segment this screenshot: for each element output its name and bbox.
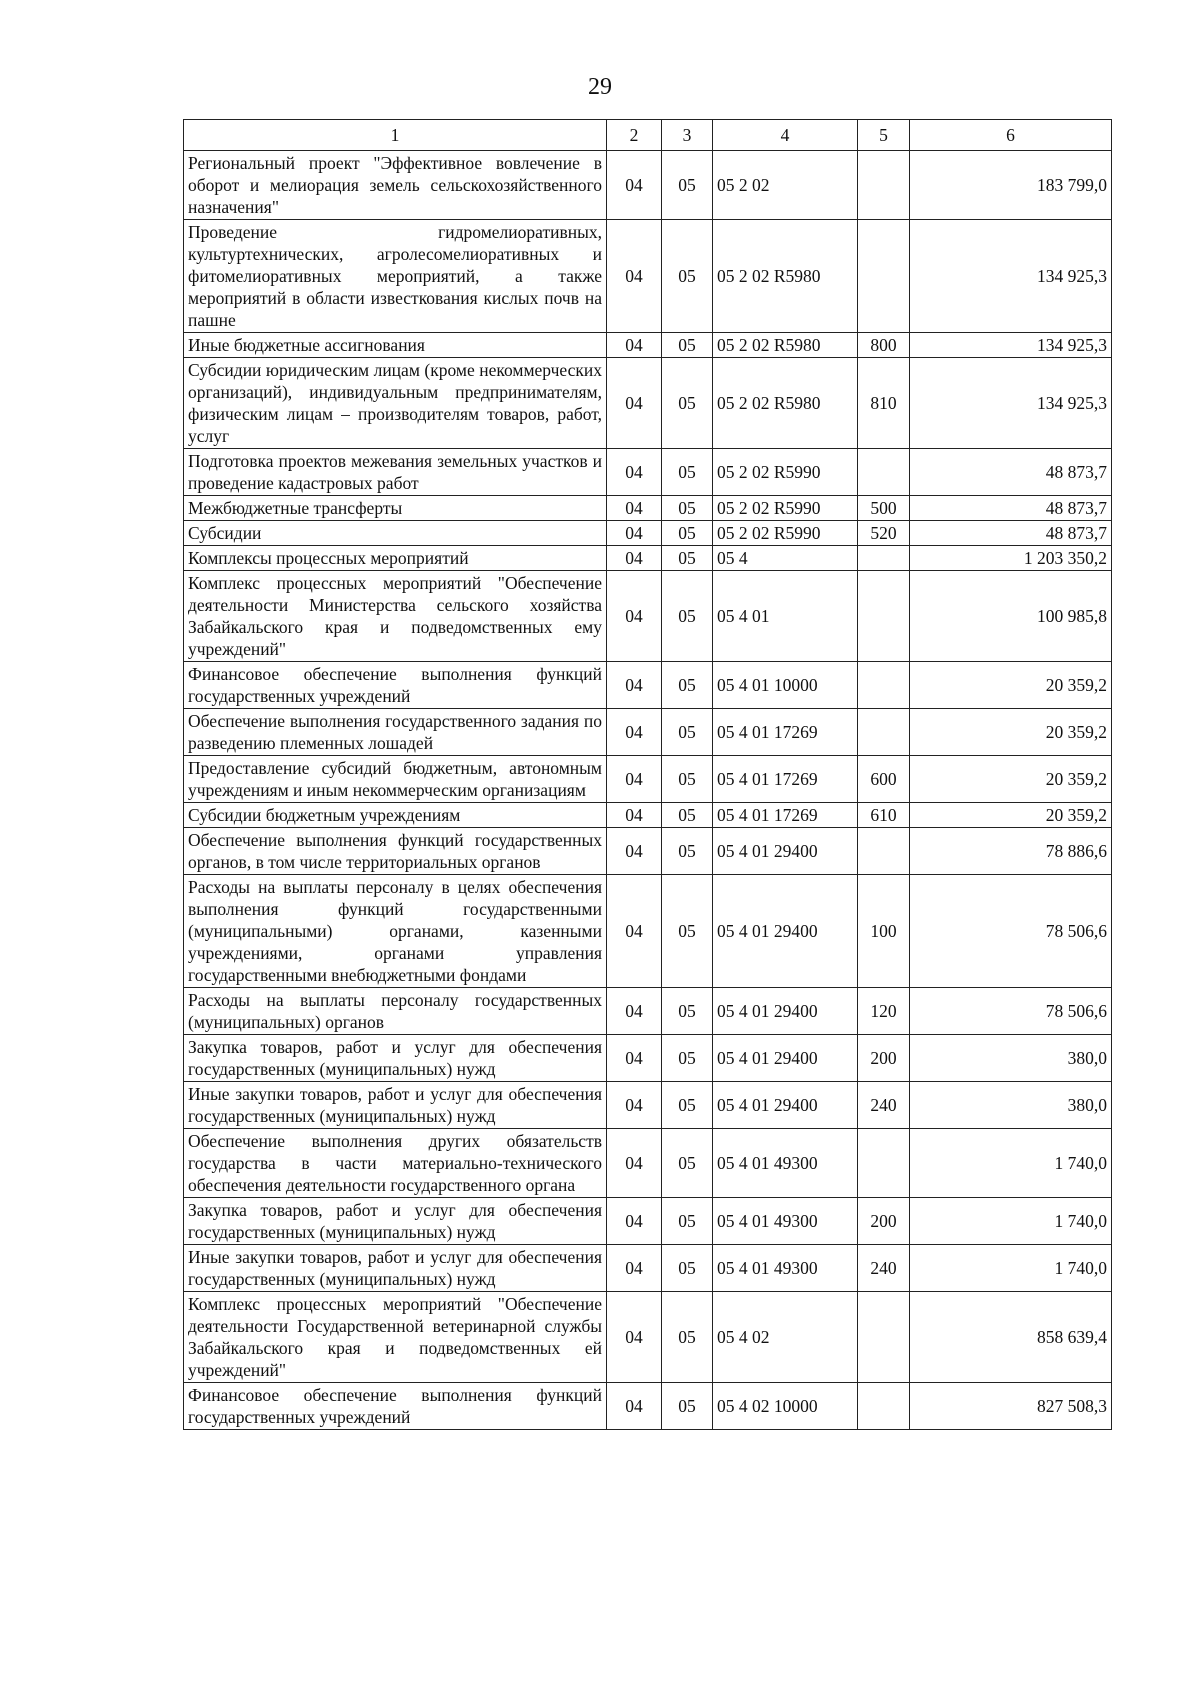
expense-type-cell (858, 662, 910, 709)
expense-type-cell (858, 1292, 910, 1383)
section-code-cell: 04 (607, 988, 662, 1035)
subsection-code-cell: 05 (662, 828, 713, 875)
expense-name-cell: Обеспечение выполнения функций государственных органов, в том числе территориальных органов (184, 828, 607, 875)
target-article-cell: 05 4 01 17269 (713, 803, 858, 828)
subsection-code-cell: 05 (662, 1198, 713, 1245)
target-article-cell: 05 2 02 (713, 151, 858, 220)
table-row (184, 662, 1112, 709)
target-article-cell: 05 4 01 29400 (713, 988, 858, 1035)
target-article-cell: 05 4 01 (713, 571, 858, 662)
table-row (184, 1383, 1112, 1430)
subsection-code-cell: 05 (662, 803, 713, 828)
section-code-cell: 04 (607, 1035, 662, 1082)
expense-type-cell: 120 (858, 988, 910, 1035)
table-row (184, 571, 1112, 662)
expense-name-cell: Подготовка проектов межевания земельных участков и проведение кадастровых работ (184, 449, 607, 496)
budget-table (183, 119, 1112, 1430)
expense-type-cell (858, 151, 910, 220)
expense-type-cell: 600 (858, 756, 910, 803)
amount-cell: 183 799,0 (910, 151, 1112, 220)
subsection-code-cell: 05 (662, 1035, 713, 1082)
target-article-cell: 05 4 01 29400 (713, 875, 858, 988)
table-row (184, 333, 1112, 358)
section-code-cell: 04 (607, 521, 662, 546)
section-code-cell: 04 (607, 662, 662, 709)
amount-cell: 20 359,2 (910, 756, 1112, 803)
target-article-cell: 05 4 01 49300 (713, 1129, 858, 1198)
section-code-cell: 04 (607, 1383, 662, 1430)
header-row (184, 120, 1112, 151)
section-code-cell: 04 (607, 803, 662, 828)
expense-name-cell: Региональный проект "Эффективное вовлечение в оборот и мелиорация земель сельскохозяйственного назначения" (184, 151, 607, 220)
expense-type-cell: 100 (858, 875, 910, 988)
expense-name-cell: Обеспечение выполнения других обязательств государства в части материально-технического обеспечения деятельности государственного органа (184, 1129, 607, 1198)
expense-name-cell: Проведение гидромелиоративных, культуртехнических, агролесомелиоративных и фитомелиоративных мероприятий, а также мероприятий в области известкования кислых почв на пашне (184, 220, 607, 333)
target-article-cell: 05 4 (713, 546, 858, 571)
subsection-code-cell: 05 (662, 1129, 713, 1198)
subsection-code-cell: 05 (662, 1292, 713, 1383)
expense-name-cell: Финансовое обеспечение выполнения функций государственных учреждений (184, 1383, 607, 1430)
subsection-code-cell: 05 (662, 756, 713, 803)
target-article-cell: 05 2 02 R5980 (713, 220, 858, 333)
expense-name-cell: Субсидии юридическим лицам (кроме некоммерческих организаций), индивидуальным предпринимателям, физическим лицам – производителям товаров, работ, услуг (184, 358, 607, 449)
column-header: 3 (662, 120, 713, 151)
section-code-cell: 04 (607, 709, 662, 756)
subsection-code-cell: 05 (662, 151, 713, 220)
expense-name-cell: Обеспечение выполнения государственного задания по разведению племенных лошадей (184, 709, 607, 756)
expense-type-cell: 520 (858, 521, 910, 546)
column-header: 4 (713, 120, 858, 151)
target-article-cell: 05 4 01 49300 (713, 1198, 858, 1245)
table-row (184, 358, 1112, 449)
subsection-code-cell: 05 (662, 496, 713, 521)
expense-name-cell: Закупка товаров, работ и услуг для обеспечения государственных (муниципальных) нужд (184, 1035, 607, 1082)
amount-cell: 380,0 (910, 1082, 1112, 1129)
amount-cell: 100 985,8 (910, 571, 1112, 662)
section-code-cell: 04 (607, 1198, 662, 1245)
column-header: 5 (858, 120, 910, 151)
table-row (184, 988, 1112, 1035)
section-code-cell: 04 (607, 1129, 662, 1198)
subsection-code-cell: 05 (662, 449, 713, 496)
table-row (184, 1292, 1112, 1383)
expense-name-cell: Иные закупки товаров, работ и услуг для обеспечения государственных (муниципальных) нужд (184, 1245, 607, 1292)
expense-type-cell: 200 (858, 1035, 910, 1082)
target-article-cell: 05 4 01 49300 (713, 1245, 858, 1292)
expense-type-cell (858, 546, 910, 571)
expense-type-cell: 240 (858, 1082, 910, 1129)
target-article-cell: 05 4 01 10000 (713, 662, 858, 709)
expense-name-cell: Расходы на выплаты персоналу в целях обеспечения выполнения функций государственными (муниципальными) органами, казенными учреждениями, органами управления государственными внебюджетными фондами (184, 875, 607, 988)
expense-type-cell (858, 1129, 910, 1198)
table-row (184, 803, 1112, 828)
target-article-cell: 05 2 02 R5990 (713, 496, 858, 521)
target-article-cell: 05 2 02 R5980 (713, 333, 858, 358)
expense-type-cell (858, 449, 910, 496)
expense-type-cell (858, 571, 910, 662)
section-code-cell: 04 (607, 151, 662, 220)
expense-type-cell (858, 709, 910, 756)
target-article-cell: 05 4 02 (713, 1292, 858, 1383)
table-row (184, 220, 1112, 333)
subsection-code-cell: 05 (662, 220, 713, 333)
amount-cell: 78 886,6 (910, 828, 1112, 875)
subsection-code-cell: 05 (662, 1082, 713, 1129)
table-row (184, 1245, 1112, 1292)
column-header: 6 (910, 120, 1112, 151)
expense-name-cell: Предоставление субсидий бюджетным, автономным учреждениям и иным некоммерческим организациям (184, 756, 607, 803)
section-code-cell: 04 (607, 546, 662, 571)
expense-name-cell: Финансовое обеспечение выполнения функций государственных учреждений (184, 662, 607, 709)
subsection-code-cell: 05 (662, 546, 713, 571)
expense-type-cell: 810 (858, 358, 910, 449)
expense-name-cell: Иные закупки товаров, работ и услуг для обеспечения государственных (муниципальных) нужд (184, 1082, 607, 1129)
table-row (184, 449, 1112, 496)
amount-cell: 134 925,3 (910, 333, 1112, 358)
expense-name-cell: Закупка товаров, работ и услуг для обеспечения государственных (муниципальных) нужд (184, 1198, 607, 1245)
target-article-cell: 05 4 01 29400 (713, 1082, 858, 1129)
amount-cell: 20 359,2 (910, 662, 1112, 709)
expense-type-cell: 800 (858, 333, 910, 358)
table-row (184, 828, 1112, 875)
target-article-cell: 05 4 01 17269 (713, 709, 858, 756)
subsection-code-cell: 05 (662, 521, 713, 546)
amount-cell: 48 873,7 (910, 496, 1112, 521)
table-row (184, 496, 1112, 521)
expense-type-cell (858, 1383, 910, 1430)
table-row (184, 1082, 1112, 1129)
expense-type-cell: 610 (858, 803, 910, 828)
subsection-code-cell: 05 (662, 571, 713, 662)
section-code-cell: 04 (607, 449, 662, 496)
amount-cell: 858 639,4 (910, 1292, 1112, 1383)
column-header: 1 (184, 120, 607, 151)
section-code-cell: 04 (607, 220, 662, 333)
expense-name-cell: Субсидии бюджетным учреждениям (184, 803, 607, 828)
expense-type-cell (858, 220, 910, 333)
amount-cell: 1 740,0 (910, 1129, 1112, 1198)
subsection-code-cell: 05 (662, 333, 713, 358)
amount-cell: 1 203 350,2 (910, 546, 1112, 571)
expense-type-cell: 200 (858, 1198, 910, 1245)
section-code-cell: 04 (607, 333, 662, 358)
section-code-cell: 04 (607, 358, 662, 449)
expense-name-cell: Субсидии (184, 521, 607, 546)
section-code-cell: 04 (607, 1292, 662, 1383)
amount-cell: 20 359,2 (910, 803, 1112, 828)
subsection-code-cell: 05 (662, 1245, 713, 1292)
subsection-code-cell: 05 (662, 988, 713, 1035)
table-row (184, 151, 1112, 220)
amount-cell: 380,0 (910, 1035, 1112, 1082)
table-row (184, 546, 1112, 571)
table-row (184, 756, 1112, 803)
target-article-cell: 05 4 01 17269 (713, 756, 858, 803)
subsection-code-cell: 05 (662, 709, 713, 756)
amount-cell: 134 925,3 (910, 220, 1112, 333)
expense-name-cell: Расходы на выплаты персоналу государственных (муниципальных) органов (184, 988, 607, 1035)
section-code-cell: 04 (607, 1245, 662, 1292)
amount-cell: 48 873,7 (910, 521, 1112, 546)
section-code-cell: 04 (607, 828, 662, 875)
amount-cell: 1 740,0 (910, 1198, 1112, 1245)
subsection-code-cell: 05 (662, 1383, 713, 1430)
expense-type-cell (858, 828, 910, 875)
section-code-cell: 04 (607, 571, 662, 662)
target-article-cell: 05 2 02 R5990 (713, 521, 858, 546)
table-row (184, 709, 1112, 756)
section-code-cell: 04 (607, 756, 662, 803)
section-code-cell: 04 (607, 496, 662, 521)
column-header: 2 (607, 120, 662, 151)
expense-type-cell: 240 (858, 1245, 910, 1292)
amount-cell: 48 873,7 (910, 449, 1112, 496)
amount-cell: 827 508,3 (910, 1383, 1112, 1430)
target-article-cell: 05 4 01 29400 (713, 1035, 858, 1082)
target-article-cell: 05 4 01 29400 (713, 828, 858, 875)
subsection-code-cell: 05 (662, 358, 713, 449)
table-row (184, 521, 1112, 546)
amount-cell: 78 506,6 (910, 875, 1112, 988)
expense-name-cell: Иные бюджетные ассигнования (184, 333, 607, 358)
target-article-cell: 05 2 02 R5980 (713, 358, 858, 449)
expense-type-cell: 500 (858, 496, 910, 521)
amount-cell: 78 506,6 (910, 988, 1112, 1035)
amount-cell: 1 740,0 (910, 1245, 1112, 1292)
subsection-code-cell: 05 (662, 662, 713, 709)
expense-name-cell: Межбюджетные трансферты (184, 496, 607, 521)
target-article-cell: 05 2 02 R5990 (713, 449, 858, 496)
amount-cell: 20 359,2 (910, 709, 1112, 756)
table-row (184, 1198, 1112, 1245)
section-code-cell: 04 (607, 1082, 662, 1129)
expense-name-cell: Комплексы процессных мероприятий (184, 546, 607, 571)
table-row (184, 875, 1112, 988)
table-body (184, 151, 1112, 1430)
amount-cell: 134 925,3 (910, 358, 1112, 449)
table-row (184, 1035, 1112, 1082)
expense-name-cell: Комплекс процессных мероприятий "Обеспечение деятельности Министерства сельского хозяйства Забайкальского края и подведомственных ему учреждений" (184, 571, 607, 662)
target-article-cell: 05 4 02 10000 (713, 1383, 858, 1430)
subsection-code-cell: 05 (662, 875, 713, 988)
section-code-cell: 04 (607, 875, 662, 988)
expense-name-cell: Комплекс процессных мероприятий "Обеспечение деятельности Государственной ветеринарной службы Забайкальского края и подведомственных ей учреждений" (184, 1292, 607, 1383)
page-number: 29 (588, 74, 612, 100)
table-row (184, 1129, 1112, 1198)
